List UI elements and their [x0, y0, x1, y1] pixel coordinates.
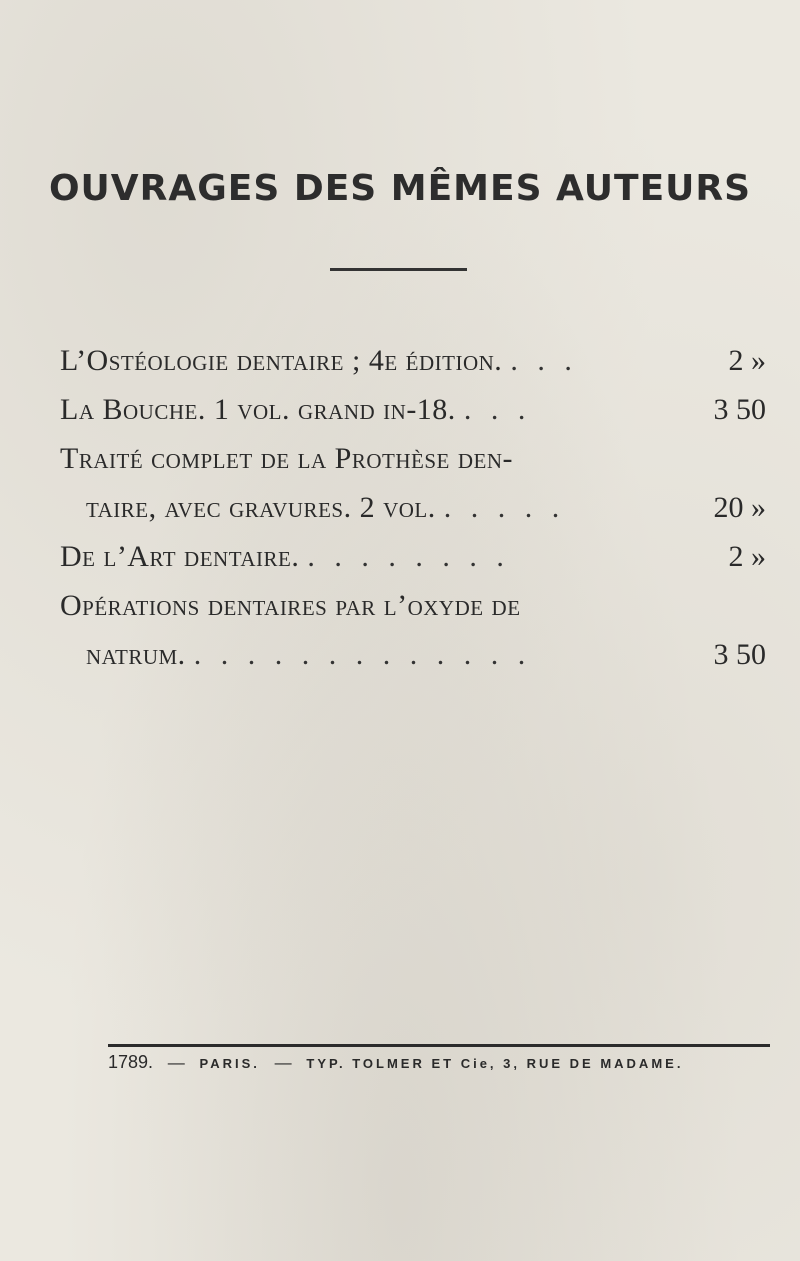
- imprint-dash: —: [274, 1053, 292, 1072]
- book-title: Opérations dentaires par l’oxyde de: [60, 589, 521, 622]
- book-price: 3 50: [713, 638, 766, 671]
- book-price: 20 »: [713, 491, 766, 524]
- list-item: [60, 393, 766, 442]
- dot-leader: . . . . . . . . . . . . .: [193, 638, 532, 671]
- book-title: Traité complet de la Prothèse den-: [60, 442, 513, 475]
- book-title-continuation: natrum.: [86, 638, 186, 671]
- book-price: 3 50: [713, 393, 766, 426]
- imprint-city: PARIS.: [199, 1056, 260, 1071]
- imprint-printer: TYP. TOLMER ET Cie, 3, RUE DE MADAME.: [306, 1056, 684, 1071]
- list-item: [60, 540, 766, 589]
- dot-leader: . . .: [510, 344, 578, 377]
- book-title: L’Ostéologie dentaire ; 4e édition.: [60, 344, 503, 377]
- printer-imprint: [108, 1052, 770, 1073]
- page-title: OUVRAGES DES MÊMES AUTEURS: [48, 168, 752, 209]
- book-list: [60, 344, 766, 687]
- list-item: [60, 442, 766, 540]
- footer-divider: [108, 1044, 770, 1047]
- list-item: [60, 589, 766, 687]
- book-title: La Bouche. 1 vol. grand in-18.: [60, 393, 456, 426]
- book-title: De l’Art dentaire.: [60, 540, 300, 573]
- book-title-continuation: taire, avec gravures. 2 vol.: [86, 491, 436, 524]
- imprint-number: 1789.: [108, 1052, 154, 1072]
- dot-leader: . . . . . . . .: [307, 540, 510, 573]
- imprint-dash: —: [167, 1053, 185, 1072]
- dot-leader: . . . . .: [443, 491, 566, 524]
- dot-leader: . . .: [463, 393, 532, 426]
- book-price: 2 »: [728, 344, 766, 377]
- list-item: [60, 344, 766, 393]
- book-price: 2 »: [728, 540, 766, 573]
- title-divider: [330, 268, 467, 271]
